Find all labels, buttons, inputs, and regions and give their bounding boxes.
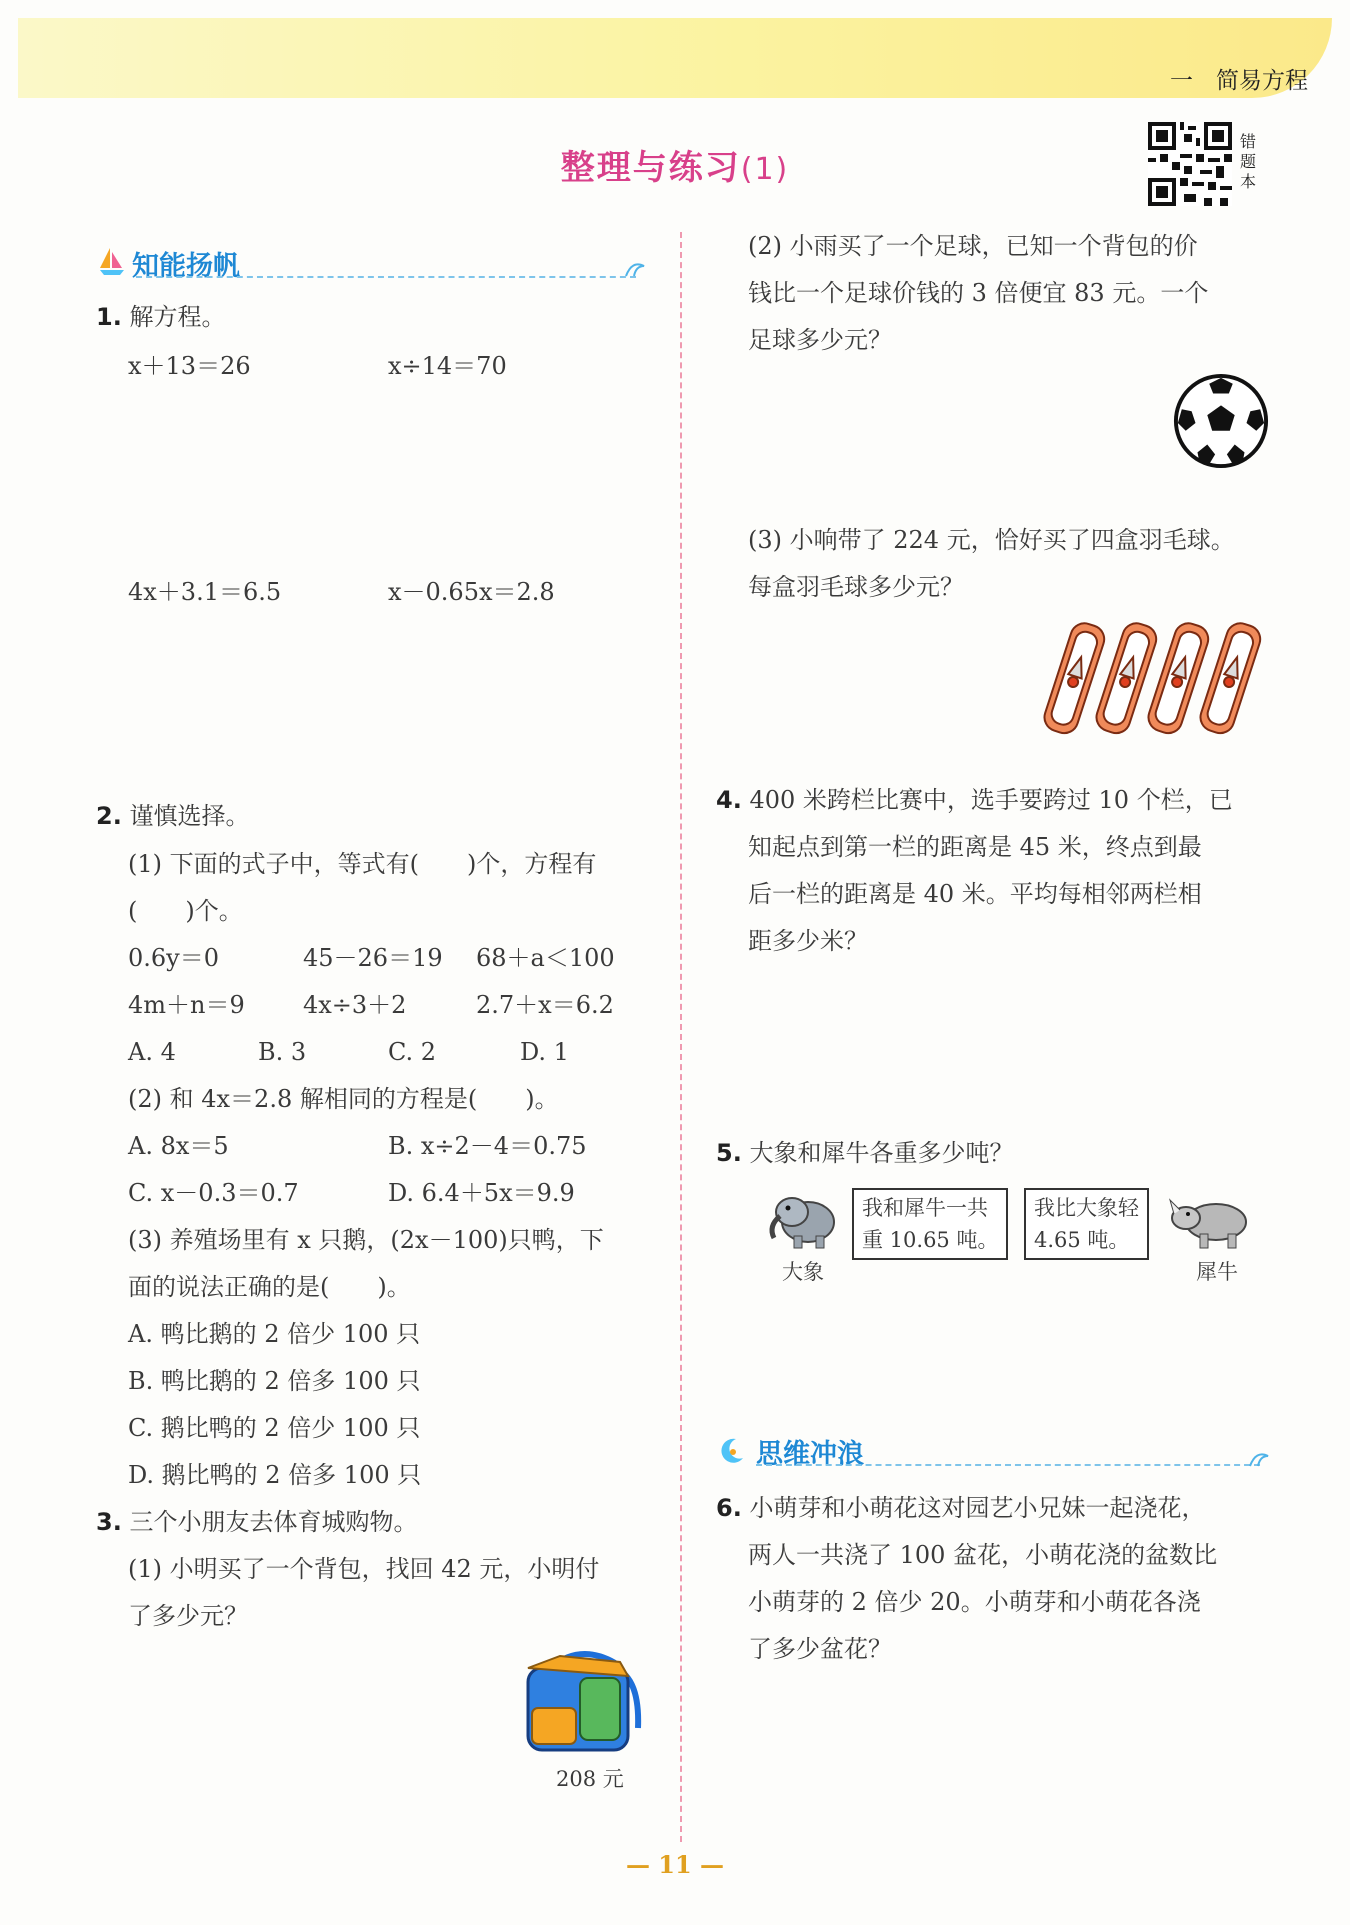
rhino-speech-bubble — [1024, 1188, 1149, 1260]
page-number: — 11 — — [625, 1850, 725, 1879]
rhino-bubble-line2: 4.65 吨。 — [1034, 1228, 1130, 1252]
q2-p2-option-a: A. 8x＝5 — [128, 1132, 229, 1160]
q1-eq-1: x＋13＝26 — [128, 352, 251, 380]
q2-expr-3: 68＋a＜100 — [476, 944, 615, 972]
q2-p1-option-c: C. 2 — [388, 1038, 437, 1066]
elephant-icon — [764, 1186, 840, 1252]
q4-line2: 知起点到第一栏的距离是 45 米，终点到最 — [748, 833, 1202, 861]
qr-label: 错题本 — [1240, 132, 1257, 191]
q6-line3: 小萌芽的 2 倍少 20。小萌芽和小萌花各浇 — [748, 1588, 1201, 1616]
elephant-bubble-line1: 我和犀牛一共 — [862, 1196, 988, 1220]
q6-number: 6. — [716, 1494, 742, 1522]
section-zhineng-title: 知能扬帆 — [132, 251, 240, 282]
q5-title — [716, 1138, 1013, 1168]
header-banner — [18, 18, 1332, 98]
rhino-label: 犀牛 — [1196, 1260, 1238, 1284]
q2-p3-option-b: B. 鸭比鹅的 2 倍多 100 只 — [128, 1367, 421, 1395]
section-zhineng-line — [136, 276, 636, 278]
q2-p3-option-a: A. 鸭比鹅的 2 倍少 100 只 — [128, 1320, 421, 1348]
q5-text: 大象和犀牛各重多少吨？ — [749, 1139, 1014, 1167]
q3-p1-line2: 了多少元？ — [128, 1602, 248, 1630]
q2-p2-option-b: B. x÷2－4＝0.75 — [388, 1132, 587, 1160]
q1-number: 1. — [96, 303, 122, 331]
q4-number: 4. — [716, 786, 742, 814]
q4-line1-text: 400 米跨栏比赛中，选手要跨过 10 个栏，已 — [749, 786, 1233, 814]
q3-number: 3. — [96, 1508, 122, 1536]
section-siwei-title: 思维冲浪 — [756, 1439, 864, 1470]
q2-p2-option-d: D. 6.4＋5x＝9.9 — [388, 1179, 575, 1207]
q2-expr-4: 4m＋n＝9 — [128, 991, 245, 1019]
q1-eq-2: x÷14＝70 — [388, 352, 507, 380]
soccer-ball-icon — [1172, 372, 1270, 470]
q2-p1-line2: ( )个。 — [128, 897, 243, 925]
shuttlecock-tubes-icon — [1034, 616, 1274, 742]
qr-code-icon[interactable] — [1148, 122, 1232, 206]
wave-icon-2 — [1248, 1448, 1270, 1468]
q2-p1-option-b: B. 3 — [258, 1038, 307, 1066]
rhino-icon — [1168, 1188, 1254, 1252]
q2-p3-line1: (3) 养殖场里有 x 只鹅，(2x－100)只鸭，下 — [128, 1226, 604, 1254]
title-num: (1) — [740, 152, 790, 187]
backpack-price: 208 元 — [556, 1767, 624, 1791]
q2-expr-2: 45－26＝19 — [303, 944, 443, 972]
title-text: 整理与练习 — [560, 148, 741, 188]
q3-title — [96, 1507, 417, 1537]
chapter-label: 一 简易方程 — [1170, 68, 1308, 94]
column-divider — [680, 232, 682, 1842]
q2-number: 2. — [96, 802, 122, 830]
q2-p3-option-d: D. 鹅比鸭的 2 倍多 100 只 — [128, 1461, 422, 1489]
q2-expr-5: 4x÷3＋2 — [303, 991, 407, 1019]
rhino-bubble-line1: 我比大象轻 — [1034, 1196, 1139, 1220]
q6-line1-text: 小萌芽和小萌花这对园艺小兄妹一起浇花， — [749, 1494, 1206, 1522]
q2-p2-option-c: C. x－0.3＝0.7 — [128, 1179, 299, 1207]
q5-number: 5. — [716, 1139, 742, 1167]
q3-p2-line1: (2) 小雨买了一个足球，已知一个背包的价 — [748, 232, 1198, 260]
q3-p2-line3: 足球多少元？ — [748, 326, 892, 354]
q2-p1-option-d: D. 1 — [520, 1038, 569, 1066]
q6-line2: 两人一共浇了 100 盆花，小萌花浇的盆数比 — [748, 1541, 1218, 1569]
q3-text: 三个小朋友去体育城购物。 — [129, 1508, 418, 1536]
q1-text: 解方程。 — [129, 303, 226, 331]
q2-p3-line2: 面的说法正确的是( )。 — [128, 1273, 411, 1301]
q3-p3-line1: (3) 小响带了 224 元，恰好买了四盒羽毛球。 — [748, 526, 1235, 554]
q2-expr-6: 2.7＋x＝6.2 — [476, 991, 614, 1019]
q4-line3: 后一栏的距离是 40 米。平均每相邻两栏相 — [748, 880, 1202, 908]
wave-icon — [624, 258, 646, 278]
q2-p1-option-a: A. 4 — [128, 1038, 176, 1066]
elephant-label: 大象 — [782, 1260, 824, 1284]
sailboat-icon — [98, 246, 126, 276]
q1-title — [96, 302, 225, 332]
q1-eq-4: x－0.65x＝2.8 — [388, 578, 555, 606]
q2-p2: (2) 和 4x＝2.8 解相同的方程是( )。 — [128, 1085, 559, 1113]
moon-icon — [716, 1436, 746, 1466]
section-siwei-line — [756, 1464, 1260, 1466]
q2-expr-1: 0.6y＝0 — [128, 944, 219, 972]
q3-p3-line2: 每盒羽毛球多少元？ — [748, 573, 964, 601]
q4-line4: 距多少米？ — [748, 927, 868, 955]
elephant-bubble-line2: 重 10.65 吨。 — [862, 1228, 999, 1252]
elephant-speech-bubble — [852, 1188, 1008, 1260]
q2-p3-option-c: C. 鹅比鸭的 2 倍少 100 只 — [128, 1414, 421, 1442]
q3-p1-line1: (1) 小明买了一个背包，找回 42 元，小明付 — [128, 1555, 600, 1583]
q6-line1 — [716, 1493, 1205, 1523]
backpack-icon — [520, 1648, 650, 1758]
q1-eq-3: 4x＋3.1＝6.5 — [128, 578, 282, 606]
q2-text: 谨慎选择。 — [129, 802, 250, 830]
q3-p2-line2: 钱比一个足球价钱的 3 倍便宜 83 元。一个 — [748, 279, 1209, 307]
q2-p1-line1: (1) 下面的式子中，等式有( )个，方程有 — [128, 850, 597, 878]
q6-line4: 了多少盆花？ — [748, 1635, 892, 1663]
q4-line1 — [716, 785, 1233, 815]
q2-title — [96, 801, 249, 831]
